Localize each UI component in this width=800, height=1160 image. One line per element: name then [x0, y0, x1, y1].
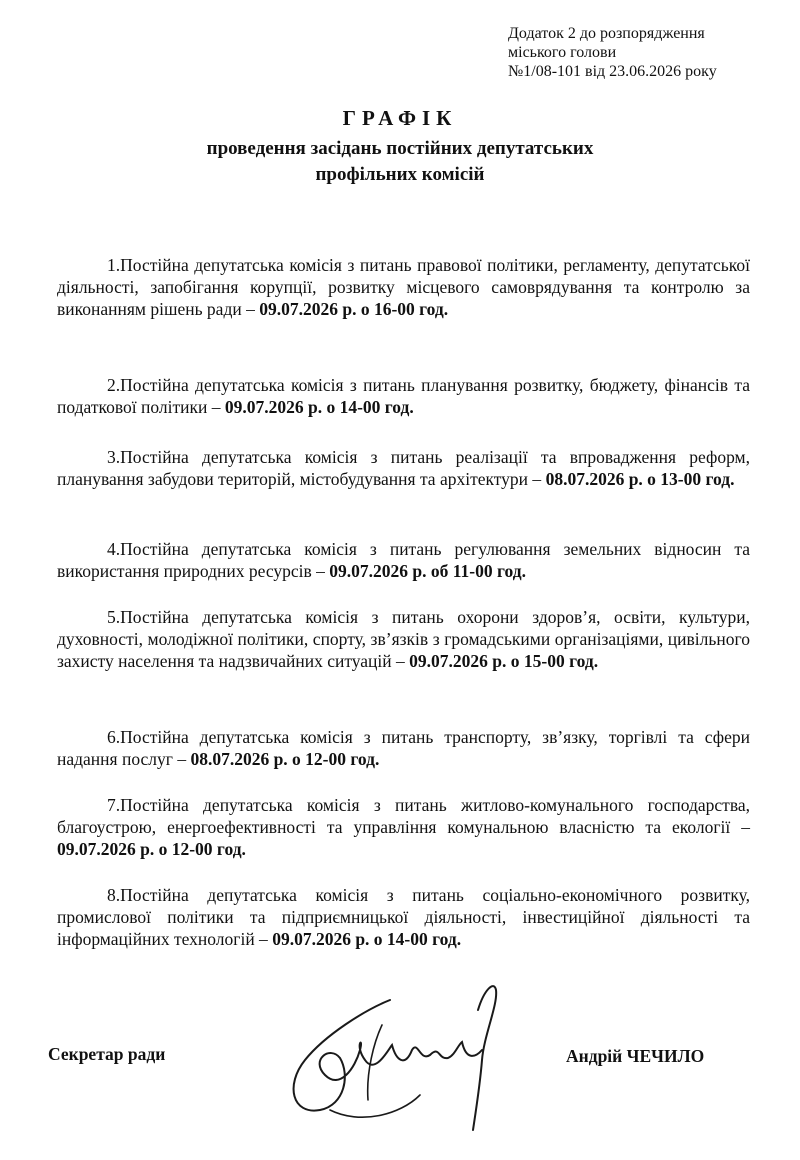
- commission-item-3: [57, 446, 750, 490]
- item-schedule: 09.07.2026 р. о 14-00 год.: [224, 397, 414, 417]
- item-schedule: 08.07.2026 р. о 13-00 год.: [545, 469, 735, 489]
- handwritten-signature: [270, 950, 540, 1150]
- commission-item-6: [57, 726, 750, 770]
- item-schedule: 09.07.2026 р. о 14-00 год.: [272, 929, 462, 949]
- item-text: 4.Постійна депутатська комісія з питань регулювання земельних відносин та використання природних ресурсів –: [57, 539, 750, 581]
- commission-item-5: [57, 606, 750, 672]
- signer-name: Андрій ЧЕЧИЛО: [566, 1046, 705, 1066]
- commission-item-1: [57, 254, 750, 320]
- appendix-line-3: №1/08-101 від 23.06.2026 року: [508, 63, 717, 80]
- item-schedule: 09.07.2026 р. о 16-00 год.: [259, 299, 449, 319]
- item-text: 3.Постійна депутатська комісія з питань реалізації та впровадження реформ, планування забудови територій, містобудування та архітектури –: [57, 447, 750, 489]
- item-schedule: 09.07.2026 р. о 12-00 год.: [57, 839, 246, 859]
- item-text: 1.Постійна депутатська комісія з питань правової політики, регламенту, депутатської діяльності, запобігання корупції, розвитку місцевого самоврядування та контролю за виконанням рішень ради –: [57, 255, 750, 319]
- commission-item-8: [57, 884, 750, 950]
- item-text: 5.Постійна депутатська комісія з питань охорони здоров’я, освіти, культури, духовності, молодіжної політики, спорту, зв’язків з громадськими організаціями, цивільного захисту населення та надзвичайних ситуацій –: [57, 607, 750, 671]
- document-subtitle: [0, 136, 800, 188]
- item-text: 7.Постійна депутатська комісія з питань житлово-комунального господарства, благоустрою, енергоефективності та управління комунальною власністю та екології –: [57, 795, 750, 837]
- commission-item-7: [57, 794, 750, 860]
- commission-item-2: [57, 374, 750, 418]
- item-text: 8.Постійна депутатська комісія з питань соціально-економічного розвитку, промислової політики та підприємницької діяльності, інвестиційної діяльності та інформаційних технологій –: [57, 885, 750, 949]
- appendix-line-1: Додаток 2 до розпорядження: [508, 25, 705, 42]
- subtitle-line-1: проведення засідань постійних депутатських: [206, 138, 594, 159]
- item-schedule: 08.07.2026 р. о 12-00 год.: [190, 749, 380, 769]
- item-schedule: 09.07.2026 р. о 15-00 год.: [409, 651, 599, 671]
- item-text: 6.Постійна депутатська комісія з питань транспорту, зв’язку, торгівлі та сфери надання послуг –: [57, 727, 750, 769]
- appendix-note: [508, 24, 768, 81]
- item-schedule: 09.07.2026 р. об 11-00 год.: [329, 561, 526, 581]
- subtitle-line-2: профільних комісій: [315, 164, 485, 185]
- appendix-line-2: міського голови: [508, 44, 617, 61]
- item-text: 2.Постійна депутатська комісія з питань планування розвитку, бюджету, фінансів та податкової політики –: [57, 375, 750, 417]
- signer-position: Секретар ради: [48, 1044, 166, 1064]
- document-title: ГРАФІК: [342, 106, 458, 130]
- commission-item-4: [57, 538, 750, 582]
